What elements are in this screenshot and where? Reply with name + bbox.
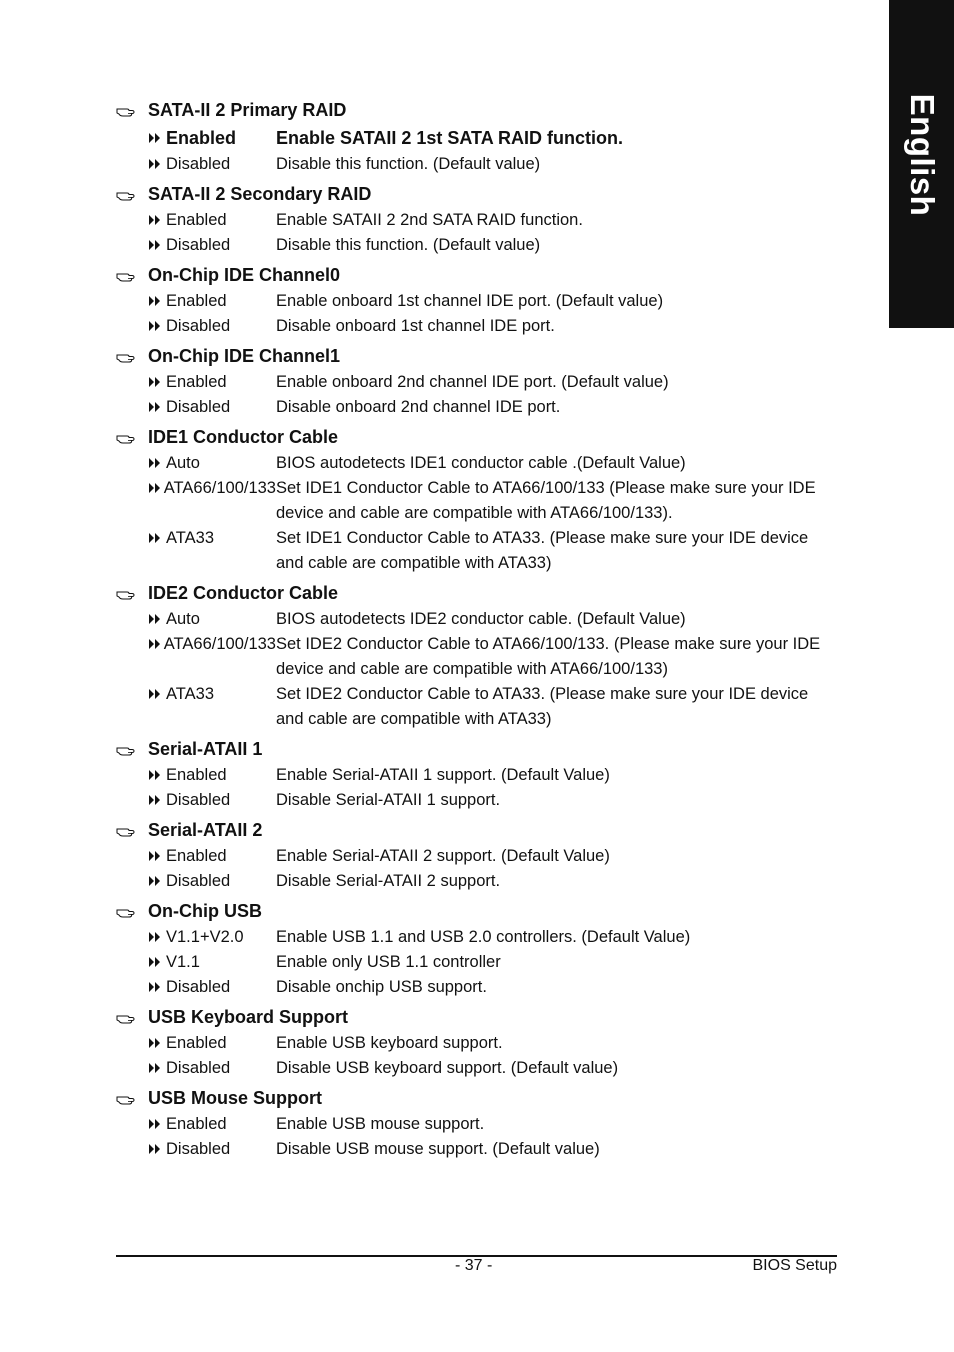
- option-row: [148, 451, 836, 476]
- option-description: Disable this function. (Default value): [276, 236, 541, 254]
- pointing-hand-icon: [116, 1093, 148, 1105]
- option-description: BIOS autodetects IDE1 conductor cable .(Default Value): [276, 454, 686, 472]
- double-arrow-icon: [148, 233, 166, 258]
- setting-section: [116, 898, 836, 1004]
- setting-section: [116, 424, 836, 580]
- option-row: [148, 1137, 836, 1162]
- setting-heading: [116, 817, 836, 844]
- setting-heading: [116, 262, 836, 289]
- option-name: Enabled: [166, 292, 227, 310]
- option-description: Enable USB keyboard support.: [276, 1034, 503, 1052]
- option-name: V1.1+V2.0: [166, 928, 244, 946]
- option-row: [148, 1056, 836, 1081]
- double-arrow-icon: [148, 632, 164, 657]
- language-tab: [889, 0, 954, 328]
- double-arrow-icon: [148, 844, 166, 869]
- option-description: Enable Serial-ATAII 2 support. (Default Value): [276, 847, 610, 865]
- pointing-hand-icon: [116, 1012, 148, 1024]
- option-description: Enable SATAII 2 2nd SATA RAID function.: [276, 211, 583, 229]
- setting-heading: [116, 736, 836, 763]
- double-arrow-icon: [148, 476, 164, 501]
- double-arrow-icon: [148, 788, 166, 813]
- option-name: Auto: [166, 454, 200, 472]
- setting-title: SATA-II 2 Primary RAID: [148, 100, 347, 120]
- option-name: Enabled: [166, 211, 227, 229]
- pointing-hand-icon: [116, 270, 148, 282]
- option-name: Disabled: [166, 398, 231, 416]
- double-arrow-icon: [148, 1112, 166, 1137]
- option-description: Disable Serial-ATAII 2 support.: [276, 872, 501, 890]
- pointing-hand-icon: [116, 906, 148, 918]
- setting-title: On-Chip IDE Channel0: [148, 265, 341, 285]
- setting-title: On-Chip USB: [148, 901, 262, 921]
- double-arrow-icon: [148, 314, 166, 339]
- option-name: Disabled: [166, 317, 231, 335]
- pointing-hand-icon: [116, 105, 148, 117]
- option-row: [148, 844, 836, 869]
- setting-heading: [116, 424, 836, 451]
- footer-title: BIOS Setup: [752, 1257, 837, 1274]
- option-name: Disabled: [166, 1059, 231, 1077]
- setting-section: [116, 580, 836, 736]
- option-row: [148, 526, 836, 576]
- option-description: Disable onchip USB support.: [276, 978, 487, 996]
- setting-title: USB Mouse Support: [148, 1088, 322, 1108]
- option-row: [148, 607, 836, 632]
- double-arrow-icon: [148, 950, 166, 975]
- option-row: [148, 869, 836, 894]
- setting-heading: [116, 97, 836, 124]
- double-arrow-icon: [148, 607, 166, 632]
- option-description: Set IDE2 Conductor Cable to ATA33. (Please make sure your IDE device and cable are compatible with ATA33): [276, 685, 809, 728]
- option-row: [148, 1112, 836, 1137]
- double-arrow-icon: [148, 289, 166, 314]
- setting-section: [116, 1085, 836, 1166]
- setting-title: IDE2 Conductor Cable: [148, 583, 339, 603]
- option-row: [148, 476, 836, 526]
- language-tab-label: English: [903, 93, 941, 217]
- option-name: Disabled: [166, 236, 231, 254]
- pointing-hand-icon: [116, 189, 148, 201]
- double-arrow-icon: [148, 124, 166, 152]
- setting-section: [116, 1004, 836, 1085]
- option-row: [148, 632, 836, 682]
- option-name: Disabled: [166, 791, 231, 809]
- setting-title: SATA-II 2 Secondary RAID: [148, 184, 372, 204]
- option-row: [148, 233, 836, 258]
- double-arrow-icon: [148, 1031, 166, 1056]
- setting-title: Serial-ATAII 2: [148, 820, 263, 840]
- setting-title: IDE1 Conductor Cable: [148, 427, 339, 447]
- double-arrow-icon: [148, 975, 166, 1000]
- double-arrow-icon: [148, 1056, 166, 1081]
- pointing-hand-icon: [116, 432, 148, 444]
- double-arrow-icon: [148, 152, 166, 177]
- pointing-hand-icon: [116, 588, 148, 600]
- double-arrow-icon: [148, 763, 166, 788]
- option-description: Enable onboard 2nd channel IDE port. (Default value): [276, 373, 669, 391]
- option-row: [148, 395, 836, 420]
- option-description: Enable USB 1.1 and USB 2.0 controllers. (Default Value): [276, 928, 691, 946]
- pointing-hand-icon: [116, 351, 148, 363]
- option-description: Set IDE2 Conductor Cable to ATA66/100/133. (Please make sure your IDE device and cable are compatible with ATA66/100/133): [276, 635, 821, 678]
- option-row: [148, 289, 836, 314]
- setting-title: Serial-ATAII 1: [148, 739, 263, 759]
- option-name: Enabled: [166, 766, 227, 784]
- option-description: Enable Serial-ATAII 1 support. (Default Value): [276, 766, 610, 784]
- double-arrow-icon: [148, 395, 166, 420]
- option-row: [148, 152, 836, 177]
- option-row: [148, 370, 836, 395]
- double-arrow-icon: [148, 869, 166, 894]
- double-arrow-icon: [148, 451, 166, 476]
- option-description: Disable this function. (Default value): [276, 155, 541, 173]
- option-row: [148, 763, 836, 788]
- double-arrow-icon: [148, 925, 166, 950]
- option-row: [148, 1031, 836, 1056]
- setting-section: [116, 97, 836, 181]
- option-row: [148, 314, 836, 339]
- option-description: Set IDE1 Conductor Cable to ATA66/100/133 (Please make sure your IDE device and cable are compatible with ATA66/100/133).: [276, 479, 816, 522]
- double-arrow-icon: [148, 682, 166, 707]
- setting-section: [116, 817, 836, 898]
- option-name: Disabled: [166, 1140, 231, 1158]
- option-name: ATA66/100/133: [163, 479, 276, 497]
- option-row: [148, 975, 836, 1000]
- option-description: Enable only USB 1.1 controller: [276, 953, 501, 971]
- setting-heading: [116, 1085, 836, 1112]
- setting-heading: [116, 580, 836, 607]
- option-description: Disable onboard 2nd channel IDE port.: [276, 398, 561, 416]
- setting-heading: [116, 181, 836, 208]
- option-row: [148, 788, 836, 813]
- option-description: Enable SATAII 2 1st SATA RAID function.: [276, 128, 624, 148]
- option-name: Disabled: [166, 872, 231, 890]
- setting-heading: [116, 898, 836, 925]
- option-description: Enable USB mouse support.: [276, 1115, 485, 1133]
- setting-section: [116, 262, 836, 343]
- option-description: BIOS autodetects IDE2 conductor cable. (Default Value): [276, 610, 686, 628]
- pointing-hand-icon: [116, 744, 148, 756]
- option-name: Enabled: [166, 1115, 227, 1133]
- option-name: Enabled: [166, 128, 237, 148]
- setting-section: [116, 736, 836, 817]
- setting-title: On-Chip IDE Channel1: [148, 346, 341, 366]
- setting-section: [116, 343, 836, 424]
- option-description: Enable onboard 1st channel IDE port. (Default value): [276, 292, 664, 310]
- option-name: V1.1: [166, 953, 200, 971]
- option-row: [148, 950, 836, 975]
- pointing-hand-icon: [116, 825, 148, 837]
- option-name: ATA33: [166, 685, 214, 703]
- option-name: Disabled: [166, 155, 231, 173]
- option-name: Enabled: [166, 1034, 227, 1052]
- option-row: [148, 925, 836, 950]
- option-row: [148, 124, 836, 152]
- option-row: [148, 682, 836, 732]
- option-name: Enabled: [166, 847, 227, 865]
- setting-heading: [116, 1004, 836, 1031]
- page-number: - 37 -: [455, 1257, 493, 1274]
- option-name: Disabled: [166, 978, 231, 996]
- option-name: Enabled: [166, 373, 227, 391]
- option-description: Set IDE1 Conductor Cable to ATA33. (Please make sure your IDE device and cable are compatible with ATA33): [276, 529, 809, 572]
- option-name: ATA66/100/133: [163, 635, 276, 653]
- option-description: Disable Serial-ATAII 1 support.: [276, 791, 501, 809]
- option-row: [148, 208, 836, 233]
- option-description: Disable onboard 1st channel IDE port.: [276, 317, 555, 335]
- option-name: Auto: [166, 610, 200, 628]
- bios-options-list: [116, 97, 836, 1166]
- setting-section: [116, 181, 836, 262]
- double-arrow-icon: [148, 526, 166, 551]
- option-description: Disable USB mouse support. (Default value): [276, 1140, 600, 1158]
- option-name: ATA33: [166, 529, 214, 547]
- double-arrow-icon: [148, 370, 166, 395]
- double-arrow-icon: [148, 1137, 166, 1162]
- setting-title: USB Keyboard Support: [148, 1007, 349, 1027]
- double-arrow-icon: [148, 208, 166, 233]
- option-description: Disable USB keyboard support. (Default value): [276, 1059, 619, 1077]
- setting-heading: [116, 343, 836, 370]
